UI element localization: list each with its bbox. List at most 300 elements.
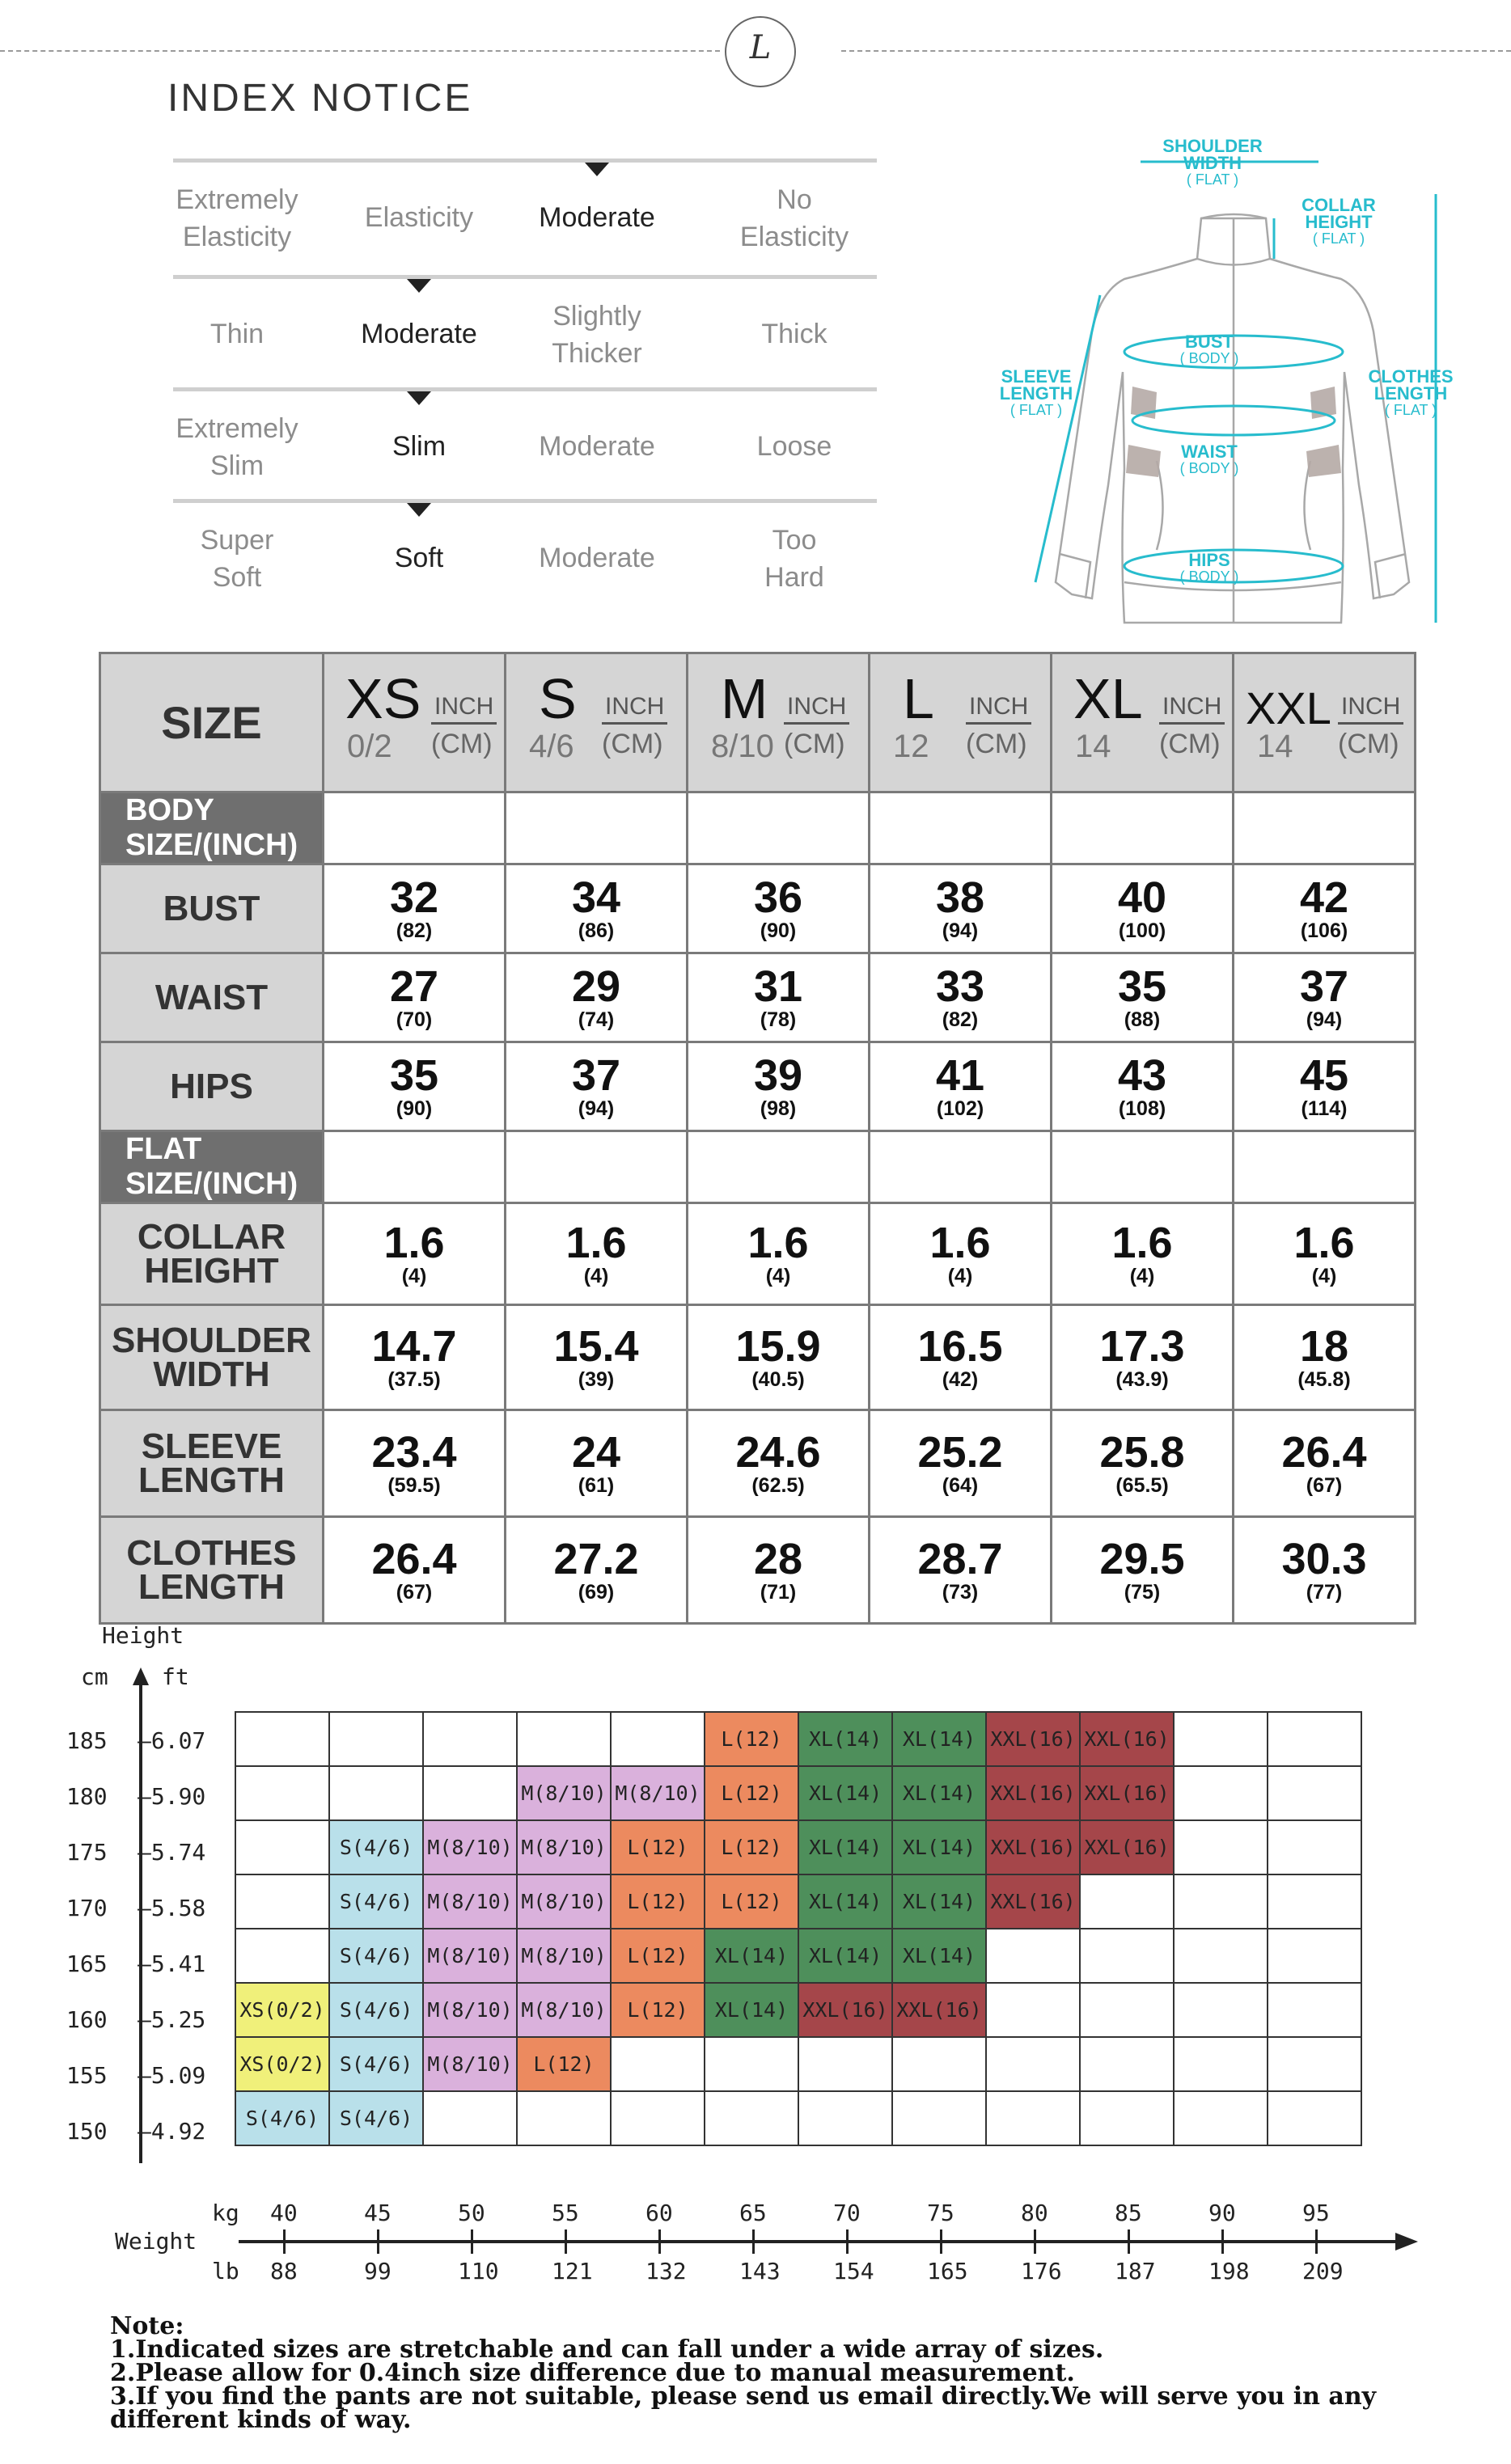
- brand-logo: [725, 16, 796, 87]
- note-line-1: 1.Indicated sizes are stretchable and can fall under a wide array of sizes.: [110, 2335, 1104, 2364]
- value-inch: 1.6: [929, 1218, 991, 1267]
- note-title: Note:: [110, 2312, 184, 2340]
- measure-value: [324, 1203, 506, 1305]
- cm-unit: (CM): [784, 729, 845, 759]
- value-cm: (98): [760, 1097, 797, 1120]
- size-cell: S(4/6): [329, 1983, 423, 2037]
- measure-value: [506, 953, 688, 1042]
- value-inch: 15.4: [553, 1321, 639, 1371]
- empty-cell: [1174, 1766, 1268, 1820]
- measure-label: SHOULDER WIDTH: [100, 1305, 324, 1410]
- value-inch: 43: [1117, 1050, 1167, 1100]
- weight-kg-tick: 45: [364, 2200, 392, 2226]
- empty-cell: [1268, 1820, 1361, 1874]
- empty-cell: [1080, 1983, 1174, 2037]
- size-name: M: [721, 667, 768, 730]
- height-cm-tick: 170: [66, 1895, 108, 1921]
- empty-cell: [1234, 1131, 1416, 1203]
- measure-value: [1052, 1410, 1234, 1517]
- size-cell: XXL(16): [986, 1874, 1080, 1929]
- kg-unit-label: kg: [212, 2200, 239, 2226]
- value-cm: (73): [942, 1580, 979, 1604]
- empty-cell: [324, 1131, 506, 1203]
- value-cm: (45.8): [1297, 1367, 1351, 1391]
- size-cell: XXL(16): [798, 1983, 892, 2037]
- value-cm: (94): [942, 919, 979, 942]
- weight-lb-tick: 110: [458, 2258, 499, 2284]
- empty-cell: [892, 2037, 986, 2091]
- measure-value: [324, 1410, 506, 1517]
- weight-lb-tick: 187: [1115, 2258, 1156, 2284]
- body-size-section: BODY SIZE/(INCH): [100, 792, 324, 864]
- height-cm-tick: 160: [66, 2006, 108, 2033]
- measure-label: BUST: [100, 864, 324, 953]
- size-cell: XXL(16): [986, 1766, 1080, 1820]
- size-cell: S(4/6): [329, 1820, 423, 1874]
- weight-lb-tick: 165: [927, 2258, 968, 2284]
- hips-text: HIPS: [1188, 550, 1230, 570]
- size-cell: L(12): [611, 1929, 705, 1983]
- index-option: Too Hard: [764, 525, 824, 593]
- bust-sub: ( BODY ): [1179, 350, 1239, 366]
- measure-label: CLOTHES LENGTH: [100, 1517, 324, 1624]
- value-cm: (61): [578, 1473, 615, 1497]
- weight-kg-tick: 95: [1302, 2200, 1330, 2226]
- weight-tick-mark: [846, 2229, 849, 2254]
- empty-cell: [517, 2091, 611, 2145]
- size-cell: XS(0/2): [235, 2037, 329, 2091]
- value-inch: 37: [571, 1050, 621, 1100]
- measure-label: HIPS: [100, 1042, 324, 1131]
- measure-value: [688, 1517, 870, 1624]
- index-option: Extremely Slim: [176, 413, 298, 481]
- value-cm: (90): [760, 919, 797, 942]
- value-cm: (90): [396, 1097, 433, 1120]
- index-notice-title: INDEX NOTICE: [167, 77, 473, 120]
- index-selected-marker: [407, 391, 431, 405]
- weight-lb-tick: 132: [645, 2258, 687, 2284]
- value-cm: (59.5): [387, 1473, 441, 1497]
- height-ft-tick: —5.41: [138, 1950, 206, 1977]
- value-cm: (67): [1306, 1473, 1343, 1497]
- weight-lb-tick: 121: [552, 2258, 593, 2284]
- value-inch: 34: [571, 873, 621, 922]
- weight-tick-mark: [471, 2229, 473, 2254]
- value-inch: 29: [571, 962, 621, 1011]
- inch-unit: INCH: [966, 693, 1031, 725]
- measure-value: [870, 953, 1052, 1042]
- value-cm: (94): [578, 1097, 615, 1120]
- value-cm: (82): [942, 1008, 979, 1031]
- height-ft-tick: —5.25: [138, 2006, 206, 2033]
- index-option: Slightly Thicker: [552, 301, 642, 369]
- empty-cell: [1080, 1874, 1174, 1929]
- size-cell: XL(14): [892, 1766, 986, 1820]
- value-inch: 1.6: [383, 1218, 445, 1267]
- measure-value: [688, 1410, 870, 1517]
- value-inch: 15.9: [735, 1321, 821, 1371]
- index-option: Moderate: [539, 431, 655, 462]
- size-cell: L(12): [611, 1820, 705, 1874]
- inch-unit: INCH: [602, 693, 667, 725]
- value-cm: (70): [396, 1008, 433, 1031]
- measure-value: [1052, 864, 1234, 953]
- measure-value: [1234, 864, 1416, 953]
- weight-tick-mark: [377, 2229, 379, 2254]
- measure-value: [688, 953, 870, 1042]
- index-option: Loose: [756, 431, 832, 462]
- size-cell: L(12): [705, 1766, 798, 1820]
- empty-cell: [1174, 1929, 1268, 1983]
- empty-cell: [986, 1929, 1080, 1983]
- height-cm-tick: 155: [66, 2062, 108, 2089]
- value-cm: (86): [578, 919, 615, 942]
- weight-lb-tick: 176: [1021, 2258, 1062, 2284]
- empty-cell: [986, 2037, 1080, 2091]
- measure-value: [1052, 1517, 1234, 1624]
- empty-cell: [611, 2091, 705, 2145]
- empty-cell: [1268, 1712, 1361, 1766]
- empty-cell: [329, 1766, 423, 1820]
- empty-cell: [986, 2091, 1080, 2145]
- height-ft-tick: —5.09: [138, 2062, 206, 2089]
- size-number: 8/10: [711, 729, 774, 764]
- shoulder-width-label: [1160, 137, 1265, 188]
- size-cell: M(8/10): [423, 2037, 517, 2091]
- weight-kg-tick: 50: [458, 2200, 485, 2226]
- empty-cell: [892, 2091, 986, 2145]
- size-number: 12: [893, 729, 929, 764]
- weight-kg-tick: 40: [270, 2200, 298, 2226]
- empty-cell: [870, 792, 1052, 864]
- size-cell: XL(14): [798, 1820, 892, 1874]
- ft-unit-label: ft: [162, 1663, 189, 1690]
- lb-unit-label: lb: [212, 2258, 239, 2284]
- size-cell: M(8/10): [517, 1874, 611, 1929]
- index-selected-marker: [585, 163, 609, 176]
- inch-unit: INCH: [784, 693, 849, 725]
- value-cm: (75): [1124, 1580, 1161, 1604]
- value-cm: (40.5): [751, 1367, 805, 1391]
- empty-cell: [235, 1712, 329, 1766]
- note-line-3: 3.If you find the pants are not suitable, please send us email directly.We will serve you in any different kinds of way.: [110, 2382, 1377, 2434]
- measure-value: [870, 1042, 1052, 1131]
- value-inch: 39: [753, 1050, 803, 1100]
- flat-size-section: FLAT SIZE/(INCH): [100, 1131, 324, 1203]
- value-inch: 24.6: [735, 1427, 821, 1477]
- size-name: S: [539, 667, 577, 730]
- height-ft-tick: —5.74: [138, 1839, 206, 1866]
- size-cell: S(4/6): [329, 2091, 423, 2145]
- value-inch: 42: [1299, 873, 1349, 922]
- value-inch: 30.3: [1281, 1534, 1367, 1583]
- size-cell: L(12): [517, 2037, 611, 2091]
- empty-cell: [1080, 2091, 1174, 2145]
- weight-kg-tick: 80: [1021, 2200, 1048, 2226]
- size-cell: L(12): [705, 1712, 798, 1766]
- measure-value: [506, 1410, 688, 1517]
- value-inch: 1.6: [1293, 1218, 1355, 1267]
- value-inch: 27.2: [553, 1534, 639, 1583]
- measure-value: [324, 953, 506, 1042]
- value-cm: (62.5): [751, 1473, 805, 1497]
- value-inch: 38: [935, 873, 985, 922]
- value-cm: (74): [578, 1008, 615, 1031]
- brand-logo-text: L: [749, 29, 772, 66]
- empty-cell: [329, 1712, 423, 1766]
- value-inch: 40: [1117, 873, 1167, 922]
- sleeve-length-text: SLEEVE LENGTH: [999, 366, 1073, 404]
- weight-tick-mark: [1128, 2229, 1130, 2254]
- value-cm: (37.5): [387, 1367, 441, 1391]
- value-inch: 45: [1299, 1050, 1349, 1100]
- empty-cell: [1268, 1929, 1361, 1983]
- empty-cell: [1080, 1929, 1174, 1983]
- size-cell: L(12): [611, 1874, 705, 1929]
- value-inch: 27: [389, 962, 439, 1011]
- value-cm: (108): [1118, 1097, 1166, 1120]
- value-inch: 1.6: [1111, 1218, 1173, 1267]
- index-option: Super Soft: [200, 525, 274, 593]
- weight-tick-mark: [1315, 2229, 1318, 2254]
- measure-value: [870, 1203, 1052, 1305]
- size-cell: XL(14): [798, 1712, 892, 1766]
- index-option: Thin: [210, 319, 265, 349]
- size-name: XXL: [1246, 683, 1331, 733]
- size-cell: M(8/10): [423, 1929, 517, 1983]
- height-cm-tick: 175: [66, 1839, 108, 1866]
- size-cell: L(12): [611, 1983, 705, 2037]
- weight-lb-tick: 209: [1302, 2258, 1344, 2284]
- index-row-divider: [173, 499, 877, 503]
- collar-height-label: [1294, 197, 1383, 247]
- value-inch: 25.8: [1099, 1427, 1185, 1477]
- size-cell: XXL(16): [986, 1712, 1080, 1766]
- weight-kg-tick: 75: [927, 2200, 954, 2226]
- height-weight-chart: [235, 1711, 1362, 2146]
- value-cm: (106): [1300, 919, 1348, 942]
- size-name: L: [903, 667, 934, 730]
- size-number: 14: [1075, 729, 1111, 764]
- size-cell: XXL(16): [1080, 1766, 1174, 1820]
- value-inch: 25.2: [917, 1427, 1003, 1477]
- empty-cell: [235, 1766, 329, 1820]
- size-name: XL: [1073, 667, 1143, 730]
- clothes-length-text: CLOTHES LENGTH: [1368, 366, 1454, 404]
- empty-cell: [688, 792, 870, 864]
- weight-kg-tick: 60: [645, 2200, 673, 2226]
- hips-sub: ( BODY ): [1179, 568, 1239, 585]
- value-cm: (71): [760, 1580, 797, 1604]
- height-ft-tick: —5.58: [138, 1895, 206, 1921]
- size-cell: XL(14): [705, 1929, 798, 1983]
- size-cell: XXL(16): [892, 1983, 986, 2037]
- height-ft-tick: —6.07: [138, 1727, 206, 1754]
- size-cell: M(8/10): [517, 1983, 611, 2037]
- empty-cell: [235, 1929, 329, 1983]
- weight-axis: [239, 2230, 1420, 2255]
- empty-cell: [611, 1712, 705, 1766]
- size-cell: XL(14): [798, 1874, 892, 1929]
- measure-value: [870, 864, 1052, 953]
- value-inch: 28.7: [917, 1534, 1003, 1583]
- index-option: Moderate: [539, 543, 655, 573]
- measure-value: [1052, 953, 1234, 1042]
- measure-label: SLEEVE LENGTH: [100, 1410, 324, 1517]
- measure-value: [506, 1517, 688, 1624]
- clothes-length-sub: ( FLAT ): [1384, 402, 1437, 418]
- shoulder-width-sub: ( FLAT ): [1186, 171, 1239, 188]
- measure-value: [688, 1305, 870, 1410]
- measure-value: [506, 1305, 688, 1410]
- note-line-2: 2.Please allow for 0.4inch size difference due to manual measurement.: [110, 2359, 1075, 2387]
- height-cm-tick: 180: [66, 1783, 108, 1810]
- empty-cell: [324, 792, 506, 864]
- empty-cell: [235, 1820, 329, 1874]
- index-selected-marker: [407, 503, 431, 517]
- measure-value: [506, 1203, 688, 1305]
- cm-unit: (CM): [966, 729, 1027, 759]
- shoulder-width-text: SHOULDER WIDTH: [1162, 136, 1263, 173]
- value-inch: 36: [753, 873, 803, 922]
- value-cm: (82): [396, 919, 433, 942]
- size-header-cell: [1052, 653, 1234, 792]
- weight-kg-tick: 70: [833, 2200, 861, 2226]
- size-number: 0/2: [347, 729, 392, 764]
- size-cell: M(8/10): [423, 1983, 517, 2037]
- measure-value: [1234, 1410, 1416, 1517]
- cm-unit-label: cm: [81, 1663, 108, 1690]
- size-cell: XXL(16): [986, 1820, 1080, 1874]
- sleeve-length-label: [992, 368, 1081, 419]
- hips-label: [1169, 552, 1250, 585]
- index-option: Thick: [761, 319, 827, 349]
- note-block: [110, 2314, 1420, 2432]
- empty-cell: [1174, 1820, 1268, 1874]
- weight-tick-mark: [940, 2229, 942, 2254]
- header-divider-right: [841, 50, 1511, 52]
- weight-tick-mark: [1034, 2229, 1036, 2254]
- value-cm: (114): [1301, 1097, 1348, 1120]
- size-number: 4/6: [529, 729, 574, 764]
- value-inch: 28: [753, 1534, 803, 1583]
- size-cell: M(8/10): [517, 1820, 611, 1874]
- measure-value: [1052, 1305, 1234, 1410]
- height-cm-tick: 150: [66, 2118, 108, 2145]
- size-name: XS: [345, 667, 421, 730]
- value-inch: 41: [935, 1050, 985, 1100]
- size-cell: XL(14): [892, 1712, 986, 1766]
- height-ft-tick: —5.90: [138, 1783, 206, 1810]
- value-inch: 18: [1299, 1321, 1349, 1371]
- value-cm: (69): [578, 1580, 615, 1604]
- value-inch: 17.3: [1099, 1321, 1185, 1371]
- value-cm: (102): [936, 1097, 984, 1120]
- empty-cell: [688, 1131, 870, 1203]
- bust-label: [1169, 333, 1250, 367]
- weight-lb-tick: 143: [739, 2258, 781, 2284]
- weight-lb-tick: 99: [364, 2258, 392, 2284]
- inch-unit: INCH: [1338, 693, 1403, 725]
- size-cell: XL(14): [892, 1820, 986, 1874]
- empty-cell: [1268, 1874, 1361, 1929]
- index-option: Elasticity: [364, 202, 474, 233]
- size-cell: M(8/10): [517, 1766, 611, 1820]
- measure-value: [1052, 1042, 1234, 1131]
- size-header-cell: [870, 653, 1052, 792]
- empty-cell: [798, 2091, 892, 2145]
- empty-cell: [1052, 792, 1234, 864]
- weight-tick-mark: [658, 2229, 661, 2254]
- measure-value: [1234, 1203, 1416, 1305]
- measure-value: [1234, 1042, 1416, 1131]
- measure-value: [688, 1042, 870, 1131]
- value-cm: (94): [1306, 1008, 1343, 1031]
- size-cell: XXL(16): [1080, 1820, 1174, 1874]
- size-cell: XL(14): [798, 1766, 892, 1820]
- index-option: No Elasticity: [739, 184, 849, 252]
- measure-value: [324, 864, 506, 953]
- measure-label: COLLAR HEIGHT: [100, 1203, 324, 1305]
- size-cell: S(4/6): [329, 2037, 423, 2091]
- value-cm: (67): [396, 1580, 433, 1604]
- value-cm: (65.5): [1115, 1473, 1169, 1497]
- measure-value: [324, 1517, 506, 1624]
- size-cell: M(8/10): [423, 1820, 517, 1874]
- value-cm: (77): [1306, 1580, 1343, 1604]
- measure-value: [324, 1042, 506, 1131]
- empty-cell: [506, 1131, 688, 1203]
- value-inch: 14.7: [371, 1321, 457, 1371]
- size-table: [99, 652, 1416, 1625]
- size-header-label: SIZE: [100, 653, 324, 792]
- value-inch: 1.6: [565, 1218, 627, 1267]
- size-cell: M(8/10): [423, 1874, 517, 1929]
- value-inch: 33: [935, 962, 985, 1011]
- measure-value: [1234, 1305, 1416, 1410]
- size-cell: M(8/10): [611, 1766, 705, 1820]
- measure-value: [506, 864, 688, 953]
- index-row-divider: [173, 275, 877, 279]
- empty-cell: [1174, 2091, 1268, 2145]
- inch-unit: INCH: [431, 693, 497, 725]
- index-option: Moderate: [361, 319, 477, 349]
- empty-cell: [611, 2037, 705, 2091]
- empty-cell: [423, 2091, 517, 2145]
- empty-cell: [1174, 1874, 1268, 1929]
- value-inch: 24: [571, 1427, 621, 1477]
- bust-text: BUST: [1185, 332, 1234, 352]
- empty-cell: [1174, 1983, 1268, 2037]
- value-inch: 29.5: [1099, 1534, 1185, 1583]
- weight-lb-tick: 198: [1208, 2258, 1250, 2284]
- empty-cell: [506, 792, 688, 864]
- size-header-cell: [506, 653, 688, 792]
- size-cell: L(12): [705, 1820, 798, 1874]
- index-row-divider: [173, 387, 877, 391]
- size-cell: M(8/10): [517, 1929, 611, 1983]
- empty-cell: [1174, 1712, 1268, 1766]
- measure-value: [870, 1517, 1052, 1624]
- value-inch: 31: [753, 962, 803, 1011]
- cm-unit: (CM): [602, 729, 663, 759]
- value-cm: (4): [765, 1264, 791, 1287]
- value-inch: 23.4: [371, 1427, 457, 1477]
- empty-cell: [986, 1983, 1080, 2037]
- measure-value: [870, 1305, 1052, 1410]
- collar-height-sub: ( FLAT ): [1312, 230, 1365, 247]
- measure-label: WAIST: [100, 953, 324, 1042]
